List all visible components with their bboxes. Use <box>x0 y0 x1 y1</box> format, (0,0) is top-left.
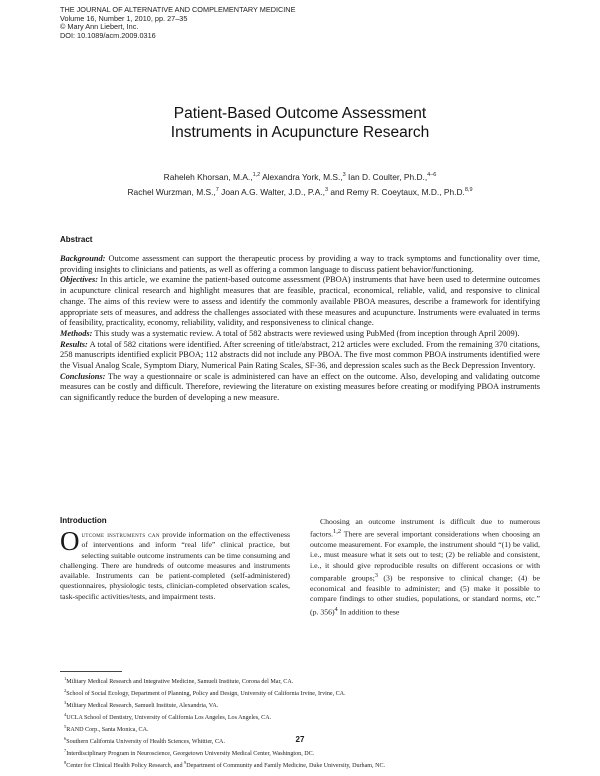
abstract-text: Outcome assessment can support the therapeutic process by providing a way to track symptoms and functionality over time, providing insights to clinicians and patients, as well as offering a common language to discuss patient behavior/functioning. <box>60 254 540 274</box>
abstract-text: A total of 582 citations were identified. After screening of title/abstract, 212 articles were excluded. From the remaining 370 citations, 258 manuscripts identified explicit PBOA; 112 abstracts did not include any PBOA. The five most common PBOA instruments identified were the Visual Analog Scale, Symptom Diary, Numerical Pain Rating Scales, SF-36, and depression scales such as the Beck Depression Inventory. <box>60 339 540 371</box>
introduction-heading: Introduction <box>60 516 107 525</box>
footnote <box>64 711 544 723</box>
journal-volume: Volume 16, Number 1, 2010, pp. 27–35 <box>60 13 188 23</box>
paragraph-text: In addition to these <box>337 607 400 617</box>
citation: 1,2 <box>333 528 342 536</box>
paragraph-text: There are several important considerations when choosing an outcome measurement. For example, the instrument should “(1) be valid, i.e., must measure what it sets out to test; (2) be reliable and consistent, i.e., it should give reproducible results on different occasions or with comparable groups; <box>310 529 540 583</box>
author-name: and Remy R. Coeytaux, M.D., Ph.D. <box>328 186 465 197</box>
introduction-paragraph <box>310 517 540 617</box>
introduction-right-column <box>310 517 540 617</box>
author-affiliation: 3 <box>342 172 346 178</box>
footnote-text: UCLA School of Dentistry, University of California Los Angeles, Los Angeles, CA. <box>66 714 272 721</box>
abstract-background <box>60 254 540 275</box>
footnote <box>64 699 544 711</box>
footnotes <box>64 675 544 771</box>
author-line-1 <box>0 169 600 184</box>
introduction-paragraph <box>60 526 290 602</box>
paragraph-text: (3) be responsive to clinical change; (4) be economical and feasible to administer; and (5) make it possible to compare findings to other studies, populations, or standard norms, etc.” (p. 356) <box>310 573 540 617</box>
author-affiliation: 7 <box>215 186 219 193</box>
author-name: Ian D. Coulter, Ph.D., <box>345 171 428 182</box>
abstract-label: Background: <box>60 254 106 263</box>
author-name: Alexandra York, M.S., <box>260 171 343 182</box>
footnote <box>64 723 544 735</box>
author-affiliation: 1,2 <box>252 172 261 178</box>
abstract-text: The way a questionnaire or scale is administered can have an effect on the outcome. Also, developing and validating outcome measures can be costly and difficult. Therefore, reviewing the literature on existing measures before creating or modifying PBOA instruments can significantly reduce the burden of developing a new measure. <box>60 371 540 403</box>
author-list <box>0 169 600 199</box>
footnote-marker: 3 <box>64 699 67 705</box>
journal-doi: DOI: 10.1089/acm.2009.0316 <box>60 30 156 40</box>
journal-copyright: © Mary Ann Liebert, Inc. <box>60 22 139 32</box>
footnote-text: Interdisciplinary Program in Neuroscience, Georgetown University Medical Center, Washington, DC. <box>66 750 315 757</box>
abstract-label: Results: <box>60 339 88 349</box>
footnote-text: Center for Clinical Health Policy Research, and <box>66 762 185 769</box>
author-affiliation: 3 <box>324 186 329 193</box>
citation: 4 <box>334 605 338 613</box>
footnote-marker: 2 <box>64 687 67 693</box>
title-line-2: Instruments in Acupuncture Research <box>170 124 430 141</box>
footnote <box>64 759 544 771</box>
journal-header <box>60 6 295 40</box>
abstract-body <box>60 254 540 404</box>
title-line-1: Patient-Based Outcome Assessment <box>173 105 427 122</box>
footnote-text: RAND Corp., Santa Monica, CA. <box>66 726 149 733</box>
footnote-text: Department of Community and Family Medicine, Duke University, Durham, NC. <box>186 762 386 769</box>
paragraph-text: Choosing an outcome instrument is difficult due to numerous factors. <box>310 517 540 539</box>
author-affiliation: 4–6 <box>427 172 437 178</box>
abstract-label: Objectives: <box>60 275 98 285</box>
citation: 3 <box>374 572 379 580</box>
footnote <box>64 747 544 759</box>
paragraph-text: provide information on the effectiveness of interventions and inform “real life” clinical practice, but selecting suitable outcome instruments can be time consuming and challenging. There are hundreds of outcome measures and instruments available. Instruments can be patient-completed (self-administered) questionnaires, physiologic tests, clinician-completed observation scales, task-specific activities/tests, and impairment tests. <box>60 530 290 601</box>
footnote-text: Military Medical Research, Samueli Institute, Alexandria, VA. <box>66 702 219 709</box>
footnote-marker: 6 <box>64 735 67 741</box>
footnote-text: School of Social Ecology, Department of Planning, Policy and Design, University of California Irvine, Irvine, CA. <box>66 690 346 697</box>
introduction-left-column <box>60 526 290 602</box>
abstract-text: This study was a systematic review. A total of 582 abstracts were reviewed using PubMed (from inception through April 2009). <box>92 328 520 338</box>
author-line-2 <box>0 184 600 199</box>
abstract-methods <box>60 329 540 340</box>
author-name: Rachel Wurzman, M.S., <box>127 186 216 197</box>
footnote-marker: 8 <box>64 759 67 765</box>
abstract-objectives <box>60 275 540 329</box>
abstract-label: Methods: <box>60 328 93 338</box>
footnote-divider <box>60 671 122 672</box>
paper-title <box>0 104 600 142</box>
footnote-marker: 1 <box>64 676 67 681</box>
footnote-text: Military Medical Research and Integrative Medicine, Samueli Institute, Corona del Mar, CA. <box>66 679 294 686</box>
journal-name: THE JOURNAL OF ALTERNATIVE AND COMPLEMENTARY MEDICINE <box>60 5 296 14</box>
page-number: 27 <box>295 735 305 744</box>
drop-cap: O <box>60 526 80 556</box>
abstract-label: Conclusions: <box>60 371 106 381</box>
footnote-marker: 5 <box>64 723 67 729</box>
author-name: Raheleh Khorsan, M.A., <box>163 171 253 182</box>
abstract-heading: Abstract <box>60 235 93 244</box>
footnote-marker: 7 <box>64 747 67 753</box>
footnote-marker: 4 <box>64 711 67 717</box>
abstract-conclusions <box>60 372 540 404</box>
footnote-text: Southern California University of Health Sciences, Whittier, CA. <box>66 738 225 745</box>
author-name: Joan A.G. Walter, J.D., P.A., <box>218 186 325 197</box>
footnote <box>64 687 544 699</box>
abstract-results <box>60 340 540 372</box>
footnote-marker: 9 <box>184 759 187 765</box>
abstract-text: In this article, we examine the patient-based outcome assessment (PBOA) instruments that have been used to determine outcomes in acupuncture clinical research and highlight measures that are feasible, practical, economical, reliable, valid, and responsive to clinical change. The aims of this review were to assess and identify the commonly available PBOA measures, describe a framework for identifying appropriate sets of measures, and address the challenges associated with these measures and acupuncture. Instruments were evaluated in terms of feasibility, practicality, economy, reliability, validity, and responsiveness to clinical change. <box>60 275 540 328</box>
footnote <box>64 675 544 687</box>
author-affiliation: 8,9 <box>464 186 473 193</box>
lead-in: utcome instruments can <box>81 530 160 539</box>
